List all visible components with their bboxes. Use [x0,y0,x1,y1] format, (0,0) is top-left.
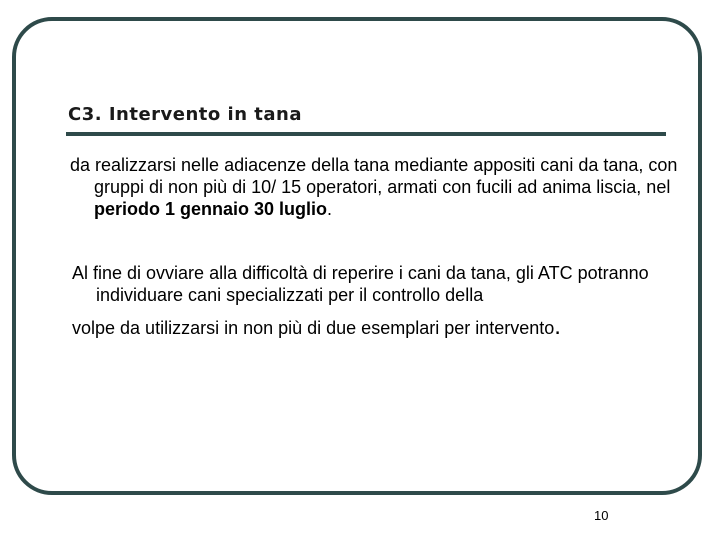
paragraph-1-end: . [327,199,333,219]
title-underline [66,132,666,136]
paragraph-1-bold-period: periodo 1 gennaio 30 luglio [94,199,328,219]
paragraph-2-end-mark: . [554,313,561,340]
slide-title: C3. Intervento in tana [68,104,302,125]
paragraph-2-last-text: volpe da utilizzarsi in non più di due esemplari per intervento [72,318,555,338]
paragraph-1 [70,154,694,220]
slide-frame [12,17,702,495]
paragraph-2-text: Al fine di ovviare alla difficoltà di reperire i cani da tana, gli ATC potranno individuare cani specializzati per il controllo della [72,263,649,305]
paragraph-2-last-line [72,313,696,340]
paragraph-2 [72,262,696,339]
paragraph-1-text: da realizzarsi nelle adiacenze della tana mediante appositi cani da tana, con gruppi di non più di 10/ 15 operatori, armati con fucili ad anima liscia, nel [70,155,678,197]
page-number: 10 [594,508,609,523]
